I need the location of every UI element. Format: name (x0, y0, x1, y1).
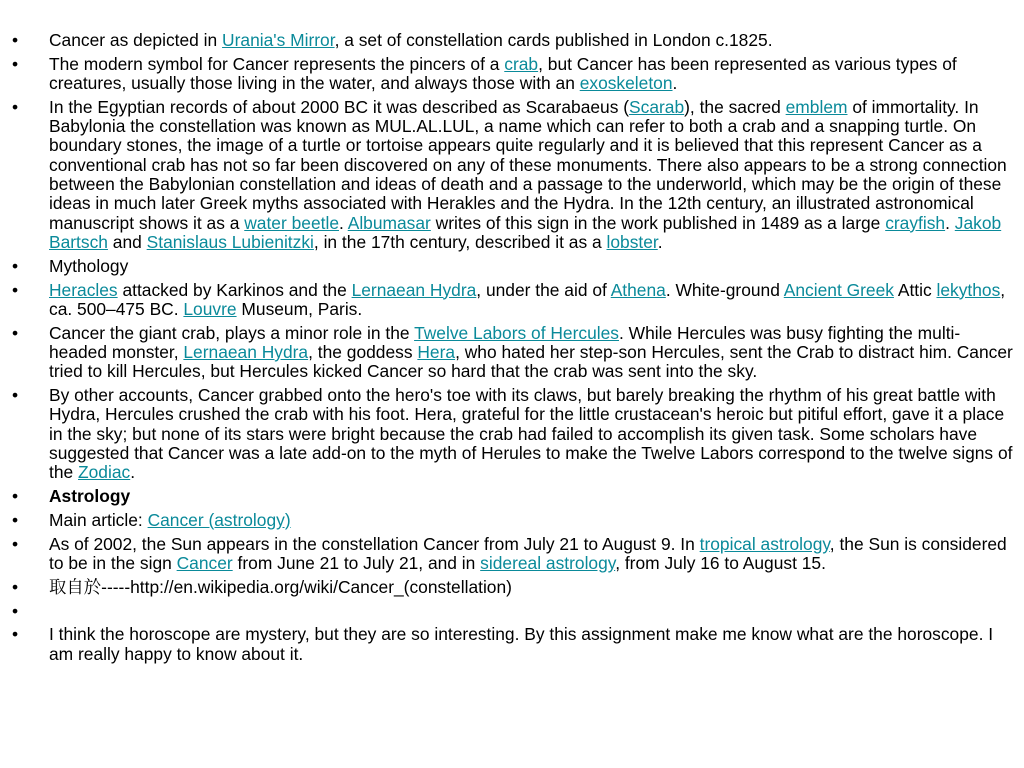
bullet-item (0, 55, 1016, 94)
bullet-item (0, 511, 1016, 530)
text-segment: and (107, 231, 147, 252)
text-segment: . (672, 73, 678, 94)
hyperlink[interactable]: Urania's Mirror (222, 30, 335, 50)
hyperlink[interactable]: emblem (785, 96, 848, 117)
text-segment: attacked by Karkinos and the (117, 279, 352, 300)
bullet-item (0, 324, 1016, 382)
text-segment: I think the horoscope are mystery, but they are so interesting. By this assignment make me know what are the horoscope. I am really happy to know about it. (49, 624, 994, 664)
text-segment: ), the sacred (684, 96, 786, 117)
text-segment: Cancer the giant crab, plays a minor role in the (49, 322, 415, 343)
bullet-marker: • (12, 96, 19, 117)
section-heading: Astrology (49, 486, 131, 507)
text-segment: , a set of constellation cards published in London c.1825. (334, 30, 773, 50)
bullet-item (0, 578, 1016, 597)
hyperlink[interactable]: Louvre (183, 298, 237, 319)
bullet-item (0, 386, 1016, 482)
text-segment: As of 2002, the Sun appears in the constellation Cancer from July 21 to August 9. In (49, 533, 700, 554)
hyperlink[interactable]: Cancer (astrology) (147, 509, 291, 530)
hyperlink[interactable]: Zodiac (78, 462, 131, 483)
text-segment: By other accounts, Cancer grabbed onto the hero's toe with its claws, but barely breaking the rhythm of his great battle with Hydra, Hercules crushed the crab with his foot. Hera, grateful for the little crustacean's heroic but pitiful effort, gave it a place in the sky; but none of its stars were bright because the crab had failed to accomplish its given task. Some scholars have suggested that Cancer was a late add-on to the myth of Herules to make the Twelve Labors correspond to the twelve signs of the (49, 385, 1013, 483)
text-segment: , ca. 500–475 BC. (49, 279, 1006, 319)
bullet-item (0, 281, 1016, 320)
hyperlink[interactable]: Cancer (176, 552, 233, 573)
hyperlink[interactable]: sidereal astrology (480, 552, 616, 573)
text-segment: . (657, 231, 663, 252)
text-segment: Museum, Paris. (236, 298, 363, 319)
hyperlink[interactable]: Athena (610, 279, 666, 300)
bullet-marker: • (12, 30, 19, 50)
hyperlink[interactable]: crab (504, 53, 539, 74)
hyperlink[interactable]: Stanislaus Lubienitzki (146, 231, 314, 252)
text-segment: The modern symbol for Cancer represents the pincers of a (49, 53, 505, 74)
bullet-marker: • (12, 600, 19, 621)
bullet-marker: • (12, 486, 19, 507)
text-segment: . (339, 212, 348, 233)
bullet-item (0, 487, 1016, 506)
text-segment: . While Hercules was busy fighting the multi-headed monster, (49, 322, 961, 362)
hyperlink[interactable]: Albumasar (347, 212, 431, 233)
text-segment: Main article: (49, 509, 148, 530)
text-segment: , the Sun is considered to be in the sign (49, 533, 1007, 573)
text-segment: , the goddess (308, 341, 418, 362)
bullet-marker: • (12, 533, 19, 554)
hyperlink[interactable]: tropical astrology (699, 533, 830, 554)
hyperlink[interactable]: exoskeleton (579, 73, 673, 94)
bullet-item (0, 257, 1016, 276)
bullet-item (0, 625, 1016, 664)
hyperlink[interactable]: crayfish (885, 212, 946, 233)
text-segment: In the Egyptian records of about 2000 BC it was described as Scarabaeus ( (49, 96, 630, 117)
bullet-item (0, 98, 1016, 252)
text-segment: , under the aid of (476, 279, 611, 300)
bullet-item (0, 31, 1016, 50)
bullet-marker: • (12, 53, 19, 74)
text-segment: , but Cancer has been represented as various types of creatures, usually those living in the water, and always those with an (49, 53, 957, 94)
hyperlink[interactable]: lobster (606, 231, 658, 252)
bullet-marker: • (12, 279, 19, 300)
hyperlink[interactable]: lekythos (936, 279, 1001, 300)
text-segment: from June 21 to July 21, and in (232, 552, 481, 573)
hyperlink[interactable]: Lernaean Hydra (183, 341, 309, 362)
text-segment: , in the 17th century, described it as a (313, 231, 607, 252)
bullet-item (0, 535, 1016, 574)
bullet-marker: • (12, 255, 19, 276)
hyperlink[interactable]: Hera (417, 341, 456, 362)
hyperlink[interactable]: Lernaean Hydra (351, 279, 477, 300)
text-segment: , from July 16 to August 15. (615, 552, 826, 573)
hyperlink[interactable]: Twelve Labors of Hercules (414, 322, 619, 343)
hyperlink[interactable]: Heracles (49, 279, 118, 300)
hyperlink[interactable]: Jakob Bartsch (49, 212, 1002, 252)
bullet-marker: • (12, 509, 19, 530)
text-segment: Attic (893, 279, 937, 300)
hyperlink[interactable]: Scarab (629, 96, 685, 117)
text-segment: Mythology (49, 255, 129, 276)
hyperlink[interactable]: water beetle (244, 212, 339, 233)
bullet-marker: • (12, 322, 19, 343)
text-segment: . (130, 462, 136, 483)
text-segment: , who hated her step-son Hercules, sent the Crab to distract him. Cancer tried to kill Hercules, but Hercules kicked Cancer so hard that the crab was sent into the sky. (49, 341, 1013, 382)
text-segment: Cancer as depicted in (49, 30, 223, 50)
text-segment: writes of this sign in the work published in 1489 as a large (430, 212, 886, 233)
bullet-marker: • (12, 624, 19, 645)
text-segment: . White-ground (665, 279, 784, 300)
bullet-item (0, 602, 1016, 621)
bullet-marker: • (12, 576, 19, 597)
bullet-list (0, 31, 1016, 664)
hyperlink[interactable]: Ancient Greek (783, 279, 894, 300)
bullet-marker: • (12, 385, 19, 406)
text-segment: . (945, 212, 955, 233)
text-segment: of immortality. In Babylonia the constellation was known as MUL.AL.LUL, a name which can refer to both a crab and a snapping turtle. On boundary stones, the image of a turtle or tortoise appears quite regularly and it is believed that this represent Cancer as a conventional crab has not so far been discovered on any of these monuments. There also appears to be a strong connection between the Babylonian constellation and ideas of death and a passage to the underworld, which may be the origin of these ideas in much later Greek myths associated with Herakles and the Hydra. In the 12th century, an illustrated astronomical manuscript shows it as a (49, 96, 1007, 233)
text-segment: 取自於-----http://en.wikipedia.org/wiki/Cancer_(constellation) (49, 576, 512, 597)
